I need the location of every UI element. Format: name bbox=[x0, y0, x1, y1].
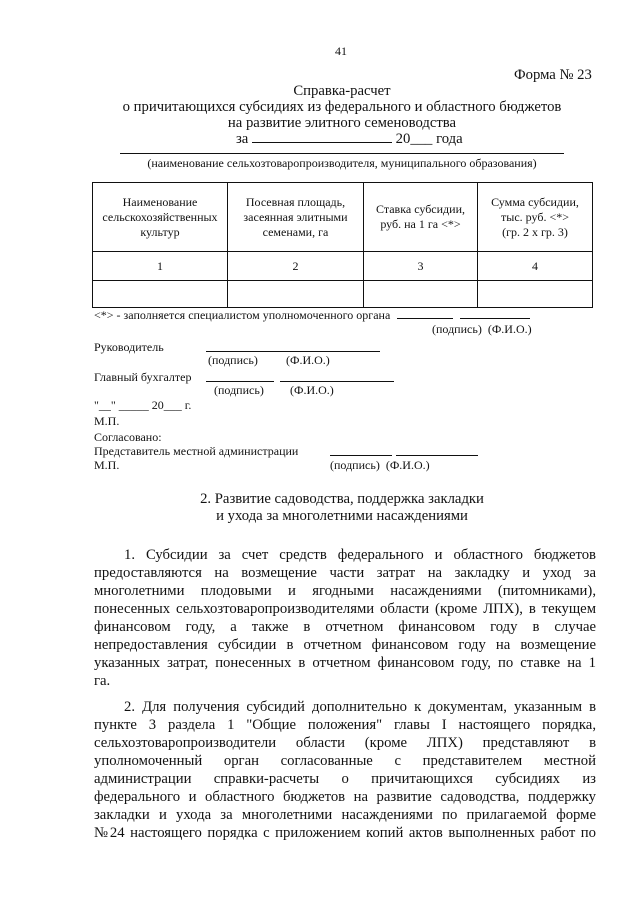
footnote-caption: (подпись) (Ф.И.О.) bbox=[432, 322, 532, 336]
column-number: 4 bbox=[478, 252, 593, 281]
column-number: 3 bbox=[364, 252, 478, 281]
org-name-line bbox=[120, 153, 564, 154]
head-caption-name: (Ф.И.О.) bbox=[286, 353, 330, 367]
sign-blank bbox=[397, 308, 453, 319]
table-row bbox=[93, 281, 593, 308]
representative-caption: (подпись) (Ф.И.О.) bbox=[330, 458, 430, 472]
accountant-caption-name: (Ф.И.О.) bbox=[290, 383, 334, 397]
paragraph-2: 2. Для получения субсидий дополнительно к документам, указанным в пункте 3 раздела 1 "Общие положения" главы I настоящего порядка, сельхозтоваропроизводители области (кроме ЛПХ) представляют в уполномоченный орган согласованные с представителем местной администрации справки-расчеты о причитающихся субсидиях из федерального и областного бюджетов на развитие садоводства, поддержку закладки и ухода за многолетними насаждениями по прилагаемой форме №24 настоящего порядка с приложением копий актов выполненных работ по bbox=[94, 699, 596, 841]
org-name-caption: (наименование сельхозтоваропроизводителя, муниципального образования) bbox=[147, 156, 537, 170]
table-header-row bbox=[93, 183, 593, 252]
stamp-label: М.П. bbox=[94, 414, 120, 428]
column-number: 2 bbox=[228, 252, 364, 281]
header-crop: Наименование сельскохозяйственных культур bbox=[93, 183, 228, 252]
stamp-label: М.П. bbox=[94, 458, 120, 472]
accountant-name-line bbox=[280, 381, 394, 382]
title-year: 20___ года bbox=[395, 131, 463, 147]
table-cell bbox=[478, 281, 593, 308]
header-area: Посевная площадь, засеянная элитными семенами, га bbox=[228, 183, 364, 252]
table-cell bbox=[228, 281, 364, 308]
accountant-sign-line bbox=[206, 381, 274, 382]
name-blank bbox=[460, 308, 530, 319]
accountant-caption-sign: (подпись) bbox=[214, 383, 264, 397]
accountant-label: Главный бухгалтер bbox=[94, 370, 192, 384]
table-cell bbox=[364, 281, 478, 308]
title-period-prefix: за bbox=[236, 131, 249, 147]
footnote-text: <*> - заполняется специалистом уполномоченного органа bbox=[94, 308, 391, 322]
period-blank bbox=[252, 132, 392, 143]
title-line-1: Справка-расчет bbox=[293, 83, 391, 99]
page-number: 41 bbox=[335, 44, 347, 58]
representative-name-line bbox=[396, 455, 478, 456]
representative-label: Представитель местной администрации bbox=[94, 444, 299, 458]
title-line-3: на развитие элитного семеноводства bbox=[227, 115, 457, 131]
table-number-row bbox=[93, 252, 593, 281]
header-sum: Сумма субсидии, тыс. руб. <*> (гр. 2 х гр. 3) bbox=[478, 183, 593, 252]
date-line: "__" _____ 20___ г. bbox=[94, 398, 192, 412]
column-number: 1 bbox=[93, 252, 228, 281]
head-label: Руководитель bbox=[94, 340, 164, 354]
head-caption-sign: (подпись) bbox=[208, 353, 258, 367]
header-rate: Ставка субсидии, руб. на 1 га <*> bbox=[364, 183, 478, 252]
paragraph-1: 1. Субсидии за счет средств федерального и областного бюджетов предоставляются на возмещение части затрат на закладку и уход за многолетними плодовыми и ягодными насаждениями (питомниками), понесенных сельхозтоваропроизводителями области (кроме ЛПХ), в текущем финансовом году, а также в отчетном финансовом году в случае непредоставления субсидии в отчетном финансовом году на возмещение указанных затрат, понесенных в отчетном финансовом году, по ставке на 1 га. bbox=[94, 547, 596, 689]
form-label: Форма № 23 bbox=[514, 67, 592, 83]
title-line-4 bbox=[236, 130, 463, 148]
title-line-2: о причитающихся субсидиях из федерального и областного бюджетов bbox=[122, 99, 562, 115]
agreed-label: Согласовано: bbox=[94, 430, 162, 444]
subsidy-calc-table bbox=[92, 182, 593, 308]
head-sign-line bbox=[206, 351, 380, 352]
representative-sign-line bbox=[330, 455, 392, 456]
section-heading-line-1: 2. Развитие садоводства, поддержка закладки bbox=[200, 491, 484, 507]
footnote bbox=[94, 308, 530, 323]
table-cell bbox=[93, 281, 228, 308]
section-heading-line-2: и ухода за многолетними насаждениями bbox=[216, 508, 468, 524]
